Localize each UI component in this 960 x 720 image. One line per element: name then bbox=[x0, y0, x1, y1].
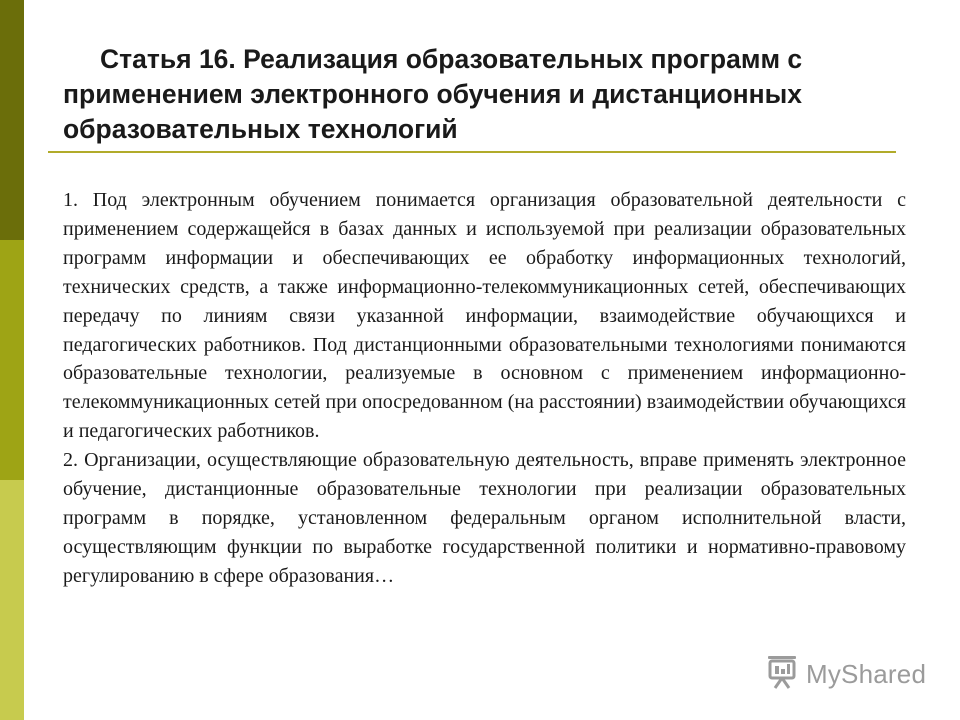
article-body bbox=[63, 186, 906, 591]
side-bar-segment-dark bbox=[0, 0, 24, 240]
side-bar-segment-light bbox=[0, 480, 24, 720]
title-line-3: образовательных технологий bbox=[63, 114, 458, 144]
paragraph-1: 1. Под электронным обучением понимается организация образовательной деятельности с применением содержащейся в базах данных и используемой при реализации образовательных программ информации и обеспечивающих ее обработку информационных технологий, технических средств, а также информационно-телекоммуникационных сетей, обеспечивающих передачу по линиям связи указанной информации, взаимодействие обучающихся и педагогических работников. Под дистанционными образовательными технологиями понимаются образовательные технологии, реализуемые в основном с применением информационно-телекоммуникационных сетей при опосредованном (на расстоянии) взаимодействии обучающихся и педагогических работников. bbox=[63, 189, 906, 443]
slide-title bbox=[63, 42, 893, 147]
title-line-2: применением электронного обучения и дистанционных bbox=[63, 79, 803, 109]
title-divider bbox=[48, 151, 896, 153]
watermark-text: MyShared bbox=[806, 659, 927, 689]
presentation-board-icon bbox=[764, 654, 800, 695]
paragraph-2: 2. Организации, осуществляющие образовательную деятельность, вправе применять электронное обучение, дистанционные образовательные технологии при реализации образовательных программ в порядке, установленном федеральным органом исполнительной власти, осуществляющим функции по выработке государственной политики и нормативно-правовому регулированию в сфере образования… bbox=[63, 449, 906, 587]
watermark bbox=[764, 654, 926, 695]
title-line-1: Статья 16. Реализация образовательных программ с bbox=[100, 44, 803, 74]
side-bar-segment-mid bbox=[0, 240, 24, 480]
